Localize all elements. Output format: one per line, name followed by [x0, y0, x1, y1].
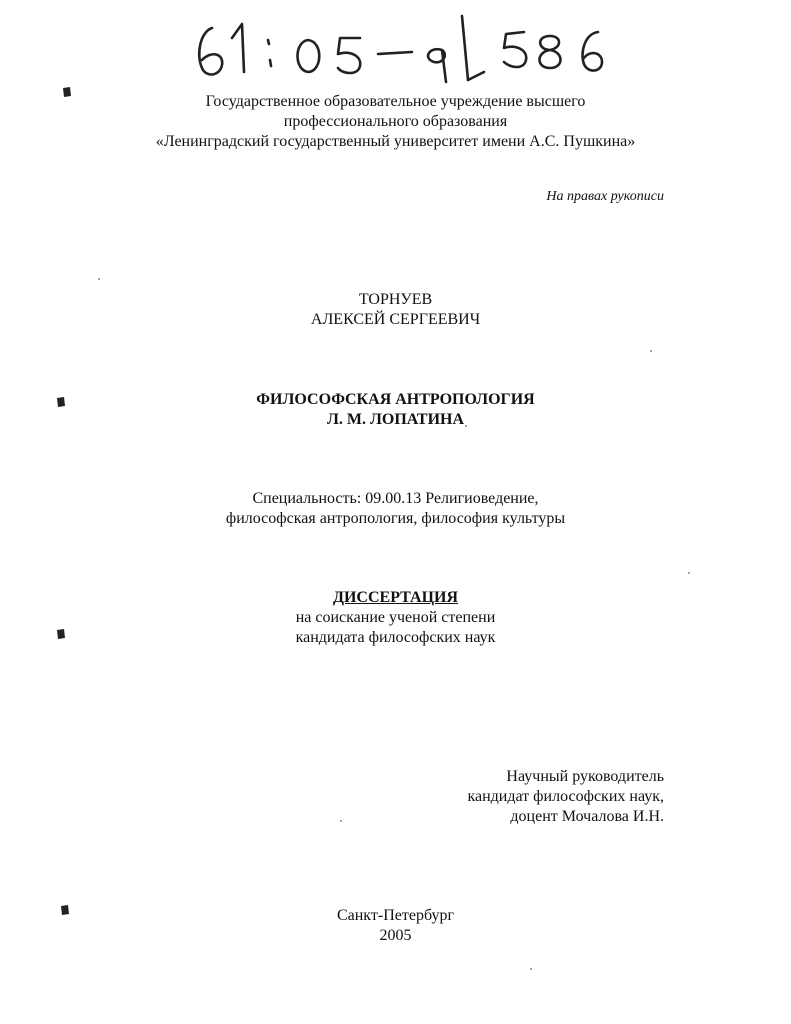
institution-line-1: Государственное образовательное учреждение высшего — [205, 93, 586, 110]
supervisor-line-1: Научный руководитель — [506, 768, 664, 785]
scan-speck — [340, 820, 342, 822]
institution-line-3: «Ленинградский государственный университет имени А.С. Пушкина» — [155, 133, 636, 150]
scan-speck — [530, 968, 532, 970]
institution-line-2: профессионального образования — [283, 113, 508, 130]
title-line-1: ФИЛОСОФСКАЯ АНТРОПОЛОГИЯ — [256, 391, 535, 408]
author-given-names: АЛЕКСЕЙ СЕРГЕЕВИЧ — [310, 311, 481, 328]
footer-city: Санкт-Петербург — [336, 907, 455, 924]
title-line-2: Л. М. ЛОПАТИНА — [326, 411, 465, 428]
scan-speck — [688, 572, 690, 574]
scan-speck — [98, 278, 100, 280]
dissertation-line-1: на соискание ученой степени — [295, 609, 496, 626]
specialty-line-2: философская антропология, философия культуры — [225, 510, 566, 527]
dissertation-heading: ДИССЕРТАЦИЯ — [332, 589, 459, 606]
specialty-line-1: Специальность: 09.00.13 Религиоведение, — [252, 490, 539, 507]
supervisor-line-2: кандидат философских наук, — [467, 788, 664, 805]
handwritten-archive-number — [190, 10, 610, 90]
footer-year: 2005 — [379, 927, 412, 944]
rights-note: На правах рукописи — [546, 189, 664, 204]
author-surname: ТОРНУЕВ — [358, 291, 433, 308]
scan-speck — [650, 350, 652, 352]
dissertation-line-2: кандидата философских наук — [295, 629, 496, 646]
supervisor-line-3: доцент Мочалова И.Н. — [510, 808, 664, 825]
